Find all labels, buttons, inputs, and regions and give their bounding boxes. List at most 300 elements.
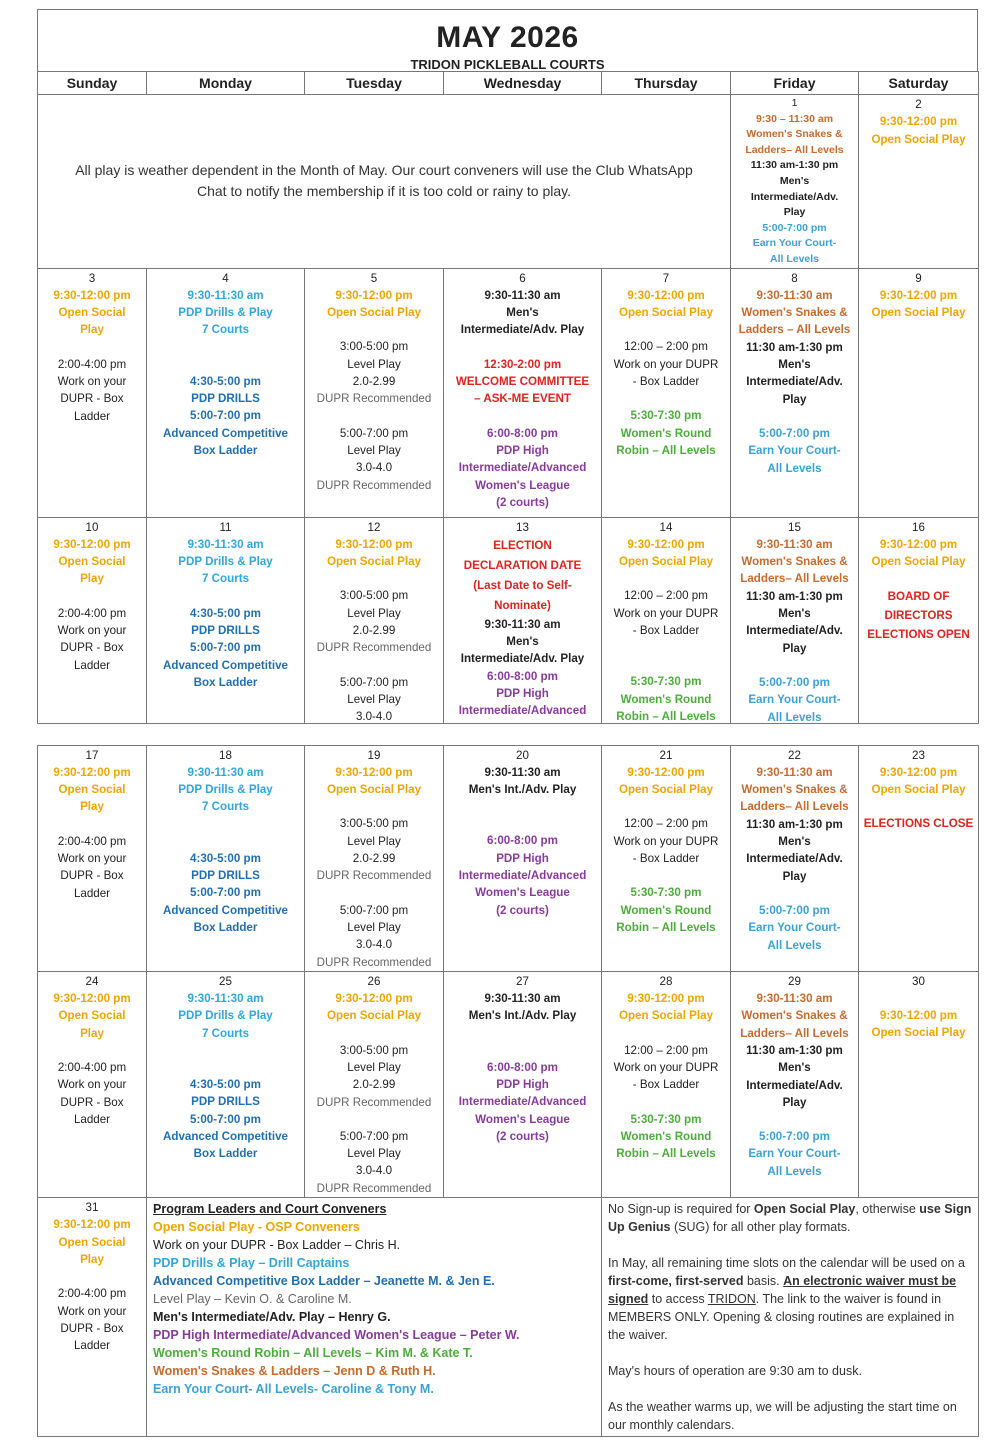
day-cell-29[interactable] xyxy=(731,971,859,1197)
weekday-saturday: Saturday xyxy=(859,72,979,95)
event-label: Women's League xyxy=(475,478,570,492)
day-number: 26 xyxy=(367,974,381,988)
event-label: DUPR Recommended xyxy=(316,869,432,883)
day-number: 24 xyxy=(85,974,99,988)
event-label: DUPR - Box xyxy=(60,392,124,406)
event-label: Open Social Play xyxy=(326,783,422,797)
event-label: Advanced Competitive xyxy=(163,1129,288,1143)
week-row-2 xyxy=(38,268,979,517)
event-label: PDP Drills & Play xyxy=(178,783,273,797)
event-time: 9:30-12:00 pm xyxy=(335,537,413,551)
page-break-gap xyxy=(38,723,979,745)
day-cell-13[interactable] xyxy=(444,517,602,723)
event-label: Work on your xyxy=(57,1078,127,1092)
event-label: Play xyxy=(782,1095,807,1109)
event-label: ELECTIONS OPEN xyxy=(867,628,970,642)
event-label: DUPR Recommended xyxy=(316,1095,432,1109)
event-label: Intermediate/Adv. Play xyxy=(460,652,585,666)
leader-item: PDP High Intermediate/Advanced Women's League – Peter W. xyxy=(153,1328,520,1343)
event-label: Open Social Play xyxy=(326,555,422,569)
event-label: Women's Snakes & xyxy=(741,1009,848,1023)
day-number: 11 xyxy=(219,520,232,534)
event-label: Ladder xyxy=(73,1339,111,1353)
event-time: 9:30-11:30 am xyxy=(484,765,561,779)
event-time: 9:30-11:30 am xyxy=(187,992,264,1006)
event-time: 12:30-2:00 pm xyxy=(483,357,562,371)
day-number: 12 xyxy=(367,520,381,534)
event-label: PDP DRILLS xyxy=(191,392,260,406)
event-label: Work on your DUPR xyxy=(613,1060,719,1074)
event-time: 5:00-7:00 pm xyxy=(190,886,261,900)
event-label: PDP Drills & Play xyxy=(178,555,273,569)
event-time: 5:00-7:00 pm xyxy=(339,675,409,689)
event-label: Level Play xyxy=(347,1060,401,1074)
event-time: 5:00-7:00 pm xyxy=(190,1112,261,1126)
event-label: All Levels xyxy=(767,938,822,952)
week-row-1 xyxy=(38,95,979,269)
week-row-6 xyxy=(38,1198,979,1437)
day-number: 7 xyxy=(662,271,670,285)
event-label: 7 Courts xyxy=(201,572,250,586)
event-label: 2.0-2.99 xyxy=(352,852,396,866)
day-number: 10 xyxy=(85,520,99,534)
event-label: Intermediate/Advanced xyxy=(458,869,587,883)
weekday-wednesday: Wednesday xyxy=(444,72,602,95)
event-time: 11:30 am-1:30 pm xyxy=(746,1043,843,1057)
day-cell-18[interactable] xyxy=(147,745,305,971)
event-label: Open Social Play xyxy=(871,132,966,146)
event-label: DUPR Recommended xyxy=(316,955,432,969)
day-cell-15[interactable] xyxy=(731,517,859,723)
event-label: 2.0-2.99 xyxy=(352,1078,396,1092)
event-time: 9:30-12:00 pm xyxy=(335,992,413,1006)
event-label: Play xyxy=(80,1026,104,1040)
info-signup: No Sign-up is required for Open Social Play, otherwise use Sign Up Genius (SUG) for all other play formats. xyxy=(608,1202,972,1235)
event-label: 2.0-2.99 xyxy=(352,375,396,389)
event-label: ELECTIONS CLOSE xyxy=(863,817,974,831)
event-time: 5:00-7:00 pm xyxy=(339,903,409,917)
event-label: Work on your DUPR xyxy=(613,606,719,620)
event-label: Work on your xyxy=(57,375,127,389)
event-label: Intermediate/Adv. xyxy=(746,375,843,389)
event-label: DIRECTORS xyxy=(884,609,953,623)
day-number: 9 xyxy=(915,271,922,285)
event-label: PDP DRILLS xyxy=(191,624,260,638)
event-label: Work on your xyxy=(57,1304,127,1318)
event-label: DUPR Recommended xyxy=(316,1181,432,1195)
event-label: Level Play xyxy=(347,920,401,934)
event-time: 2:00-4:00 pm xyxy=(57,834,127,848)
event-label: Level Play xyxy=(347,1147,401,1161)
event-label: Women's Snakes & xyxy=(741,306,848,320)
event-label: Women's Round xyxy=(620,1129,712,1143)
event-label: Work on your DUPR xyxy=(613,357,719,371)
day-cell-2[interactable] xyxy=(859,95,979,269)
day-cell-19[interactable] xyxy=(305,745,444,971)
day-number: 30 xyxy=(912,974,925,988)
day-cell-9[interactable] xyxy=(859,268,979,517)
info-weather: As the weather warms up, we will be adjusting the start time on our monthly calendars. xyxy=(608,1400,957,1433)
event-label: 3.0-4.0 xyxy=(355,1164,393,1178)
calendar-sheet xyxy=(37,9,978,1437)
event-time: 3:00-5:00 pm xyxy=(339,340,409,354)
event-time: 9:30-11:30 am xyxy=(187,765,264,779)
event-time: 6:00-8:00 pm xyxy=(487,426,558,440)
event-label: Ladder xyxy=(73,409,111,423)
event-time: 5:00-7:00 pm xyxy=(759,675,830,689)
event-time: 5:30-7:30 pm xyxy=(630,409,702,423)
event-label: Ladder xyxy=(73,658,111,672)
event-label: Men's xyxy=(779,174,810,187)
event-label: Open Social Play xyxy=(618,306,714,320)
event-label: Play xyxy=(782,641,807,655)
event-time: 9:30-12:00 pm xyxy=(879,1009,958,1023)
event-label: PDP High xyxy=(496,687,549,701)
event-time: 9:30-12:00 pm xyxy=(879,288,958,302)
event-time: 9:30-11:30 am xyxy=(756,288,833,302)
event-time: 9:30-12:00 pm xyxy=(879,537,958,551)
event-label: PDP High xyxy=(496,1077,549,1091)
event-time: 3:00-5:00 pm xyxy=(339,589,409,603)
event-time: 9:30-11:30 am xyxy=(484,288,561,302)
event-label: DECLARATION DATE xyxy=(463,558,582,572)
event-time: 9:30 – 11:30 am xyxy=(755,112,834,125)
event-time: 9:30-12:00 pm xyxy=(879,115,958,129)
weekday-friday: Friday xyxy=(731,72,859,95)
day-cell-10[interactable] xyxy=(38,517,147,723)
event-label: Men's xyxy=(506,635,539,649)
event-label: Open Social Play xyxy=(871,306,966,320)
event-time: 6:00-8:00 pm xyxy=(487,669,558,683)
event-time: 9:30-12:00 pm xyxy=(627,992,705,1006)
event-time: 11:30 am-1:30 pm xyxy=(750,159,839,172)
event-label: PDP Drills & Play xyxy=(178,1009,273,1023)
day-number: 6 xyxy=(519,271,526,285)
event-time: 5:30-7:30 pm xyxy=(630,1112,702,1126)
leader-item: Level Play – Kevin O. & Caroline M. xyxy=(153,1292,352,1307)
event-time: 9:30-11:30 am xyxy=(187,537,264,551)
event-label: (2 courts) xyxy=(496,1129,549,1143)
event-label: Intermediate/Advanced xyxy=(458,704,587,718)
leader-item: PDP Drills & Play – Drill Captains xyxy=(153,1256,350,1271)
event-time: 2:00-4:00 pm xyxy=(57,1060,127,1074)
day-cell-14[interactable] xyxy=(602,517,731,723)
event-label: PDP High xyxy=(496,443,549,457)
event-time: 9:30-12:00 pm xyxy=(53,992,131,1006)
event-label: Men's xyxy=(778,607,811,621)
day-cell-24[interactable] xyxy=(38,971,147,1197)
event-label: Women's Round xyxy=(620,692,712,706)
event-label: BOARD OF xyxy=(887,590,950,604)
event-time: 5:00-7:00 pm xyxy=(762,221,827,234)
event-label: Intermediate/Advanced xyxy=(458,1095,587,1109)
event-time: 9:30-11:30 am xyxy=(756,537,833,551)
event-label: Nominate) xyxy=(494,598,551,612)
day-number: 21 xyxy=(659,748,673,762)
event-label: DUPR - Box xyxy=(60,1321,124,1335)
event-label: Play xyxy=(80,572,104,586)
event-label: (2 courts) xyxy=(496,903,549,917)
day-cell-20[interactable] xyxy=(444,745,602,971)
event-label: All Levels xyxy=(767,710,822,723)
event-time: 3:00-5:00 pm xyxy=(339,1043,409,1057)
event-label: Open Social Play xyxy=(618,1009,714,1023)
event-label: Play xyxy=(80,800,104,814)
event-time: 5:00-7:00 pm xyxy=(190,409,261,423)
day-number: 22 xyxy=(788,748,801,762)
event-label: Men's Int./Adv. Play xyxy=(468,1009,577,1023)
event-time: 9:30-12:00 pm xyxy=(627,537,705,551)
info-panel xyxy=(602,1198,979,1437)
day-cell-28[interactable] xyxy=(602,971,731,1197)
event-label: 3.0-4.0 xyxy=(355,461,393,475)
day-number: 13 xyxy=(516,520,529,534)
event-label: All Levels xyxy=(767,461,822,475)
event-label: Men's xyxy=(506,306,539,320)
event-time: 12:00 – 2:00 pm xyxy=(624,589,708,603)
day-number: 29 xyxy=(788,974,801,988)
event-label: Work on your xyxy=(57,852,127,866)
page-title: MAY 2026 xyxy=(436,21,579,54)
event-time: 9:30-12:00 pm xyxy=(335,765,413,779)
event-label: Open Social Play xyxy=(618,555,714,569)
event-label: Earn Your Court- xyxy=(748,693,841,707)
event-label: Intermediate/Adv. Play xyxy=(460,323,585,337)
day-cell-22[interactable] xyxy=(731,745,859,971)
day-cell-4[interactable] xyxy=(147,268,305,517)
event-time: 5:00-7:00 pm xyxy=(339,1129,409,1143)
day-cell-11[interactable] xyxy=(147,517,305,723)
day-number: 4 xyxy=(222,271,229,285)
day-cell-6[interactable] xyxy=(444,268,602,517)
week-row-3 xyxy=(38,517,979,723)
day-number: 31 xyxy=(85,1201,99,1215)
event-label: Ladders– All Levels xyxy=(740,800,849,814)
leader-item: Earn Your Court- All Levels- Caroline & Tony M. xyxy=(153,1382,434,1397)
event-label: (2 courts) xyxy=(496,495,549,509)
event-label: Open Social Play xyxy=(871,1026,966,1040)
event-label: Robin – All Levels xyxy=(616,1147,716,1161)
leader-item: Work on your DUPR - Box Ladder – Chris H. xyxy=(153,1238,401,1253)
event-label: 7 Courts xyxy=(201,1026,250,1040)
day-cell-3[interactable] xyxy=(38,268,147,517)
event-label: ELECTION xyxy=(493,538,552,552)
event-label: Women's League xyxy=(475,1112,570,1126)
day-cell-17[interactable] xyxy=(38,745,147,971)
event-label: Women's Snakes & xyxy=(741,555,848,569)
event-label: Women's Snakes & xyxy=(741,783,848,797)
event-label: - Box Ladder xyxy=(632,375,700,389)
event-label: – ASK-ME EVENT xyxy=(474,392,571,406)
weather-notice: All play is weather dependent in the Month of May. Our court conveners will use the Club WhatsApp Chat to notify the membership if it is too cold or rainy to play. xyxy=(38,95,731,269)
event-label: Men's xyxy=(778,835,811,849)
event-time: 5:00-7:00 pm xyxy=(339,426,409,440)
day-cell-23[interactable] xyxy=(859,745,979,971)
event-label: DUPR - Box xyxy=(60,1095,124,1109)
event-label: 7 Courts xyxy=(201,800,250,814)
event-time: 9:30-12:00 pm xyxy=(53,1218,131,1232)
event-label: Box Ladder xyxy=(193,920,258,934)
event-label: DUPR - Box xyxy=(60,641,124,655)
day-cell-27[interactable] xyxy=(444,971,602,1197)
weekday-monday: Monday xyxy=(147,72,305,95)
day-cell-31[interactable] xyxy=(38,1198,147,1437)
event-label: Work on your xyxy=(57,624,127,638)
weekday-sunday: Sunday xyxy=(38,72,147,95)
event-label: DUPR Recommended xyxy=(316,478,432,492)
leader-item: Advanced Competitive Box Ladder – Jeanette M. & Jen E. xyxy=(153,1274,495,1289)
day-cell-5[interactable] xyxy=(305,268,444,517)
week-row-4 xyxy=(38,745,979,971)
event-time: 9:30-12:00 pm xyxy=(53,765,131,779)
day-cell-12[interactable] xyxy=(305,517,444,723)
day-number: 27 xyxy=(516,974,529,988)
week-row-5 xyxy=(38,971,979,1197)
event-label: Open Social xyxy=(58,306,126,320)
day-number: 5 xyxy=(370,271,378,285)
event-label: Men's xyxy=(778,358,811,372)
event-label: Robin – All Levels xyxy=(616,920,716,934)
event-label: Advanced Competitive xyxy=(163,903,288,917)
leader-item: Men's Intermediate/Adv. Play – Henry G. xyxy=(153,1310,391,1325)
event-label: Play xyxy=(783,206,806,219)
event-time: 12:00 – 2:00 pm xyxy=(624,1043,708,1057)
event-time: 9:30-12:00 pm xyxy=(53,288,131,302)
event-label: Ladders– All Levels xyxy=(745,143,844,156)
event-time: 9:30-11:30 am xyxy=(187,288,264,302)
event-label: DUPR - Box xyxy=(60,869,124,883)
event-label: PDP Drills & Play xyxy=(178,306,273,320)
event-label: Advanced Competitive xyxy=(163,658,288,672)
event-label: Intermediate/Adv. xyxy=(746,852,843,866)
event-label: Advanced Competitive xyxy=(163,426,288,440)
event-time: 5:30-7:30 pm xyxy=(630,675,702,689)
event-label: (Last Date to Self- xyxy=(473,578,572,592)
event-label: Ladder xyxy=(73,1112,111,1126)
event-label: 3.0-4.0 xyxy=(355,938,393,952)
event-label: Open Social xyxy=(58,1235,126,1249)
day-cell-21[interactable] xyxy=(602,745,731,971)
day-number: 28 xyxy=(659,974,673,988)
day-number: 17 xyxy=(85,748,99,762)
event-time: 2:00-4:00 pm xyxy=(57,1287,127,1301)
leader-item: Open Social Play - OSP Conveners xyxy=(153,1220,360,1235)
day-cell-25[interactable] xyxy=(147,971,305,1197)
event-label: Men's Int./Adv. Play xyxy=(468,783,577,797)
event-label: Level Play xyxy=(347,443,401,457)
leader-item: Women's Round Robin – All Levels – Kim M. & Kate T. xyxy=(153,1346,473,1361)
day-cell-1[interactable] xyxy=(731,95,859,269)
event-label: - Box Ladder xyxy=(632,852,700,866)
event-time: 4:30-5:00 pm xyxy=(190,606,261,620)
event-time: 9:30-12:00 pm xyxy=(627,765,705,779)
event-label: Level Play xyxy=(347,834,401,848)
event-label: Ladders – All Levels xyxy=(738,323,851,337)
event-time: 9:30-11:30 am xyxy=(756,765,833,779)
event-label: Ladder xyxy=(73,886,111,900)
event-label: Ladders– All Levels xyxy=(740,1026,849,1040)
event-time: 5:00-7:00 pm xyxy=(190,641,261,655)
day-number: 18 xyxy=(219,748,232,762)
day-number: 20 xyxy=(516,748,529,762)
event-time: 9:30-12:00 pm xyxy=(53,537,131,551)
event-time: 2:00-4:00 pm xyxy=(57,606,127,620)
event-label: PDP DRILLS xyxy=(191,1095,260,1109)
event-time: 9:30-11:30 am xyxy=(484,992,561,1006)
event-time: 5:00-7:00 pm xyxy=(759,1130,830,1144)
event-time: 9:30-12:00 pm xyxy=(627,288,705,302)
event-label: Women's League xyxy=(475,886,570,900)
event-label: Open Social xyxy=(58,555,126,569)
event-label: Women's Round xyxy=(620,426,712,440)
event-label: Level Play xyxy=(347,357,401,371)
event-time: 5:30-7:30 pm xyxy=(630,886,702,900)
day-number: 19 xyxy=(367,748,381,762)
event-time: 4:30-5:00 pm xyxy=(190,851,261,865)
day-cell-8[interactable] xyxy=(731,268,859,517)
event-label: - Box Ladder xyxy=(632,624,700,638)
event-label: Play xyxy=(782,392,807,406)
event-time: 11:30 am-1:30 pm xyxy=(746,817,843,831)
day-number: 23 xyxy=(912,748,925,762)
weekday-tuesday: Tuesday xyxy=(305,72,444,95)
event-label: Box Ladder xyxy=(193,443,258,457)
event-label: 7 Courts xyxy=(201,323,250,337)
event-time: 11:30 am-1:30 pm xyxy=(746,589,843,603)
event-label: Open Social Play xyxy=(871,783,966,797)
event-label: Play xyxy=(80,1252,104,1266)
weekday-thursday: Thursday xyxy=(602,72,731,95)
event-label: Ladders– All Levels xyxy=(740,572,849,586)
day-cell-16[interactable] xyxy=(859,517,979,723)
event-label: All Levels xyxy=(767,1164,822,1178)
event-label: Robin – All Levels xyxy=(616,443,716,457)
day-number: 14 xyxy=(659,520,673,534)
leader-item: Women's Snakes & Ladders – Jenn D & Ruth H. xyxy=(153,1364,436,1379)
event-label: 3.0-4.0 xyxy=(355,710,393,723)
event-label: Intermediate/Adv. xyxy=(746,624,843,638)
event-label: DUPR Recommended xyxy=(316,392,432,406)
day-number: 3 xyxy=(88,271,96,285)
event-time: 9:30-11:30 am xyxy=(756,992,833,1006)
page-subtitle: TRIDON PICKLEBALL COURTS xyxy=(410,57,605,72)
day-cell-26[interactable] xyxy=(305,971,444,1197)
event-label: Open Social Play xyxy=(871,555,966,569)
event-label: Box Ladder xyxy=(193,1147,258,1161)
event-label: Earn Your Court- xyxy=(752,237,837,250)
event-time: 6:00-8:00 pm xyxy=(487,834,558,848)
event-label: Box Ladder xyxy=(193,675,258,689)
day-cell-7[interactable] xyxy=(602,268,731,517)
program-leaders-heading: Program Leaders and Court Conveners xyxy=(153,1202,387,1217)
calendar-header xyxy=(37,9,978,71)
calendar-grid xyxy=(37,71,979,1437)
event-label: Open Social xyxy=(58,783,126,797)
event-time: 6:00-8:00 pm xyxy=(487,1060,558,1074)
event-time: 4:30-5:00 pm xyxy=(190,1077,261,1091)
day-number: 25 xyxy=(219,974,232,988)
event-label: All Levels xyxy=(769,252,820,265)
event-label: Women's Round xyxy=(620,903,712,917)
event-time: 3:00-5:00 pm xyxy=(339,817,409,831)
event-label: - Box Ladder xyxy=(632,1078,700,1092)
day-number: 8 xyxy=(791,271,798,285)
event-label: PDP DRILLS xyxy=(191,869,260,883)
event-label: WELCOME COMMITTEE xyxy=(455,375,590,389)
day-cell-30[interactable] xyxy=(859,971,979,1197)
day-number: 15 xyxy=(788,520,801,534)
weekday-header-row xyxy=(38,72,979,95)
